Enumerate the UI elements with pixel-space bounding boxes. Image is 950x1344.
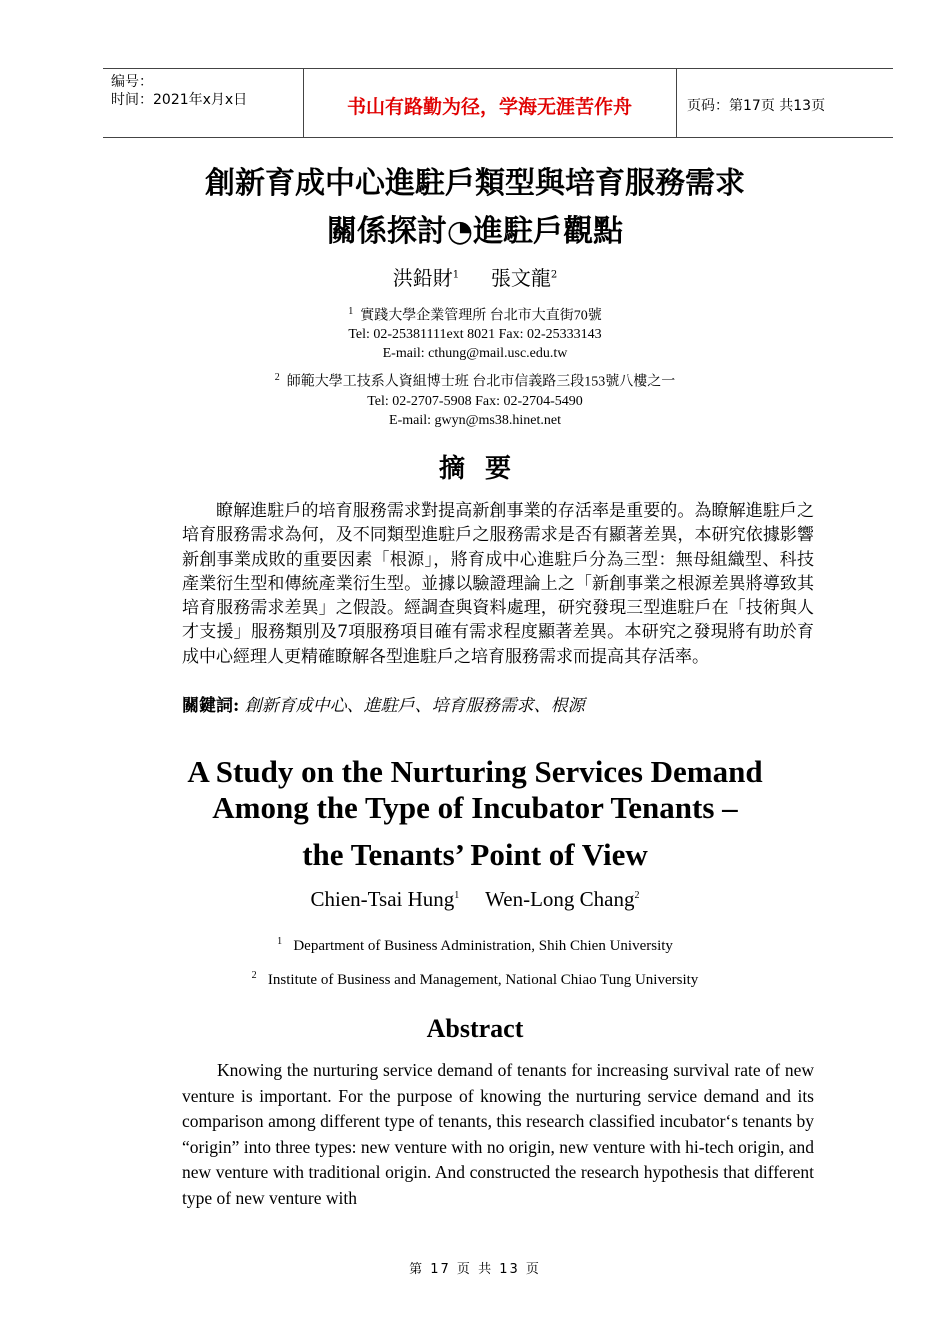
en-aff1-text: Department of Business Administration, Shih Chien University bbox=[293, 938, 673, 954]
en-author-1-sup: 1 bbox=[454, 890, 460, 901]
zh-aff2-line1 bbox=[0, 368, 950, 392]
zh-abstract-heading: 摘要 bbox=[438, 454, 531, 484]
zh-author-1-sup: 1 bbox=[452, 269, 460, 281]
code-label: 编号： bbox=[111, 74, 153, 90]
en-aff2 bbox=[0, 970, 950, 989]
en-authors bbox=[0, 887, 950, 912]
zh-aff1-line2: Tel: 02-25381111ext 8021 Fax: 02-25333143 bbox=[348, 327, 602, 342]
en-title-line2: Among the Type of Incubator Tenants – bbox=[212, 790, 738, 825]
en-abstract-heading: Abstract bbox=[426, 1014, 524, 1043]
zh-aff1-line3: E-mail: cthung@mail.usc.edu.tw bbox=[382, 346, 568, 361]
zh-author-2-sup: 2 bbox=[550, 269, 558, 281]
en-aff2-text: Institute of Business and Management, National Chiao Tung University bbox=[267, 972, 699, 988]
zh-keywords bbox=[182, 691, 814, 716]
zh-author-1: 洪鉛財 bbox=[392, 266, 453, 290]
zh-aff2-line2: Tel: 02-2707-5908 Fax: 02-2704-5490 bbox=[367, 394, 583, 409]
en-author-1: Chien-Tsai Hung bbox=[310, 887, 455, 911]
zh-keywords-label: 關鍵詞: bbox=[182, 696, 240, 716]
page-footer: 第 17 页 共 13 页 bbox=[409, 1262, 541, 1277]
zh-keywords-list: 創新育成中心、進駐戶、培育服務需求、根源 bbox=[244, 696, 585, 716]
zh-aff1-sup: 1 bbox=[348, 306, 354, 317]
en-aff1 bbox=[0, 936, 950, 955]
header-meta-cell bbox=[103, 69, 304, 137]
zh-aff1-text: 實踐大學企業管理所 台北市大直街70號 bbox=[360, 308, 602, 324]
zh-abstract-body: 瞭解進駐戶的培育服務需求對提高新創事業的存活率是重要的。為瞭解進駐戶之培育服務需求為何，及不同類型進駐戶之服務需求是否有顯著差異，本研究依據影響新創事業成敗的重要因素「根源」，將育成中心進駐戶分為三型：無母組織型、科技產業衍生型和傳統產業衍生型。並據以驗證理論上之「新創事業之根源差異將導致其培育服務需求差異」之假設。經調查與資料處理，研究發現三型進駐戶在「技術與人才支援」服務類別及7項服務項目確有需求程度顯著差異。本研究之發現將有助於育成中心經理人更精確瞭解各型進駐戶之培育服務需求而提高其存活率。 bbox=[182, 501, 814, 667]
en-author-2: Wen-Long Chang bbox=[485, 887, 635, 911]
en-abstract-body: Knowing the nurturing service demand of tenants for increasing survival rate of new venture is important. For the purpose of knowing the nurturing service demand and its comparison among different type of tenants, this research classified incubator‘s tenants by “origin” into three types: new venture with no origin, new venture with hi-tech origin, and new venture with traditional origin. And constructed the research hypothesis that different type of new venture with bbox=[182, 1060, 814, 1208]
zh-aff1-line1 bbox=[0, 302, 950, 326]
en-author-2-sup: 2 bbox=[634, 890, 640, 901]
zh-author-2: 張文龍 bbox=[490, 266, 551, 290]
zh-aff2-text: 師範大學工技系人資組博士班 台北市信義路三段153號八樓之一 bbox=[286, 374, 676, 390]
en-aff1-sup: 1 bbox=[277, 936, 283, 947]
zh-aff2-sup: 2 bbox=[274, 372, 280, 383]
header-motto: 书山有路勤为径，学海无涯苦作舟 bbox=[303, 69, 677, 137]
zh-aff2-line3: E-mail: gwyn@ms38.hinet.net bbox=[389, 413, 561, 428]
en-aff2-sup: 2 bbox=[251, 970, 257, 981]
en-title-line1: A Study on the Nurturing Services Demand bbox=[187, 754, 763, 789]
en-title-line3: the Tenants’ Point of View bbox=[302, 837, 648, 872]
time-label: 时间：2021年x月x日 bbox=[111, 92, 248, 108]
zh-authors bbox=[0, 262, 950, 291]
page-header bbox=[103, 68, 893, 138]
zh-title-line1: 創新育成中心進駐戶類型與培育服務需求 bbox=[205, 166, 745, 201]
zh-title-line2: 關係探討◔進駐戶觀點 bbox=[326, 214, 624, 249]
header-page-label: 页码：第17页 共13页 bbox=[687, 98, 826, 114]
